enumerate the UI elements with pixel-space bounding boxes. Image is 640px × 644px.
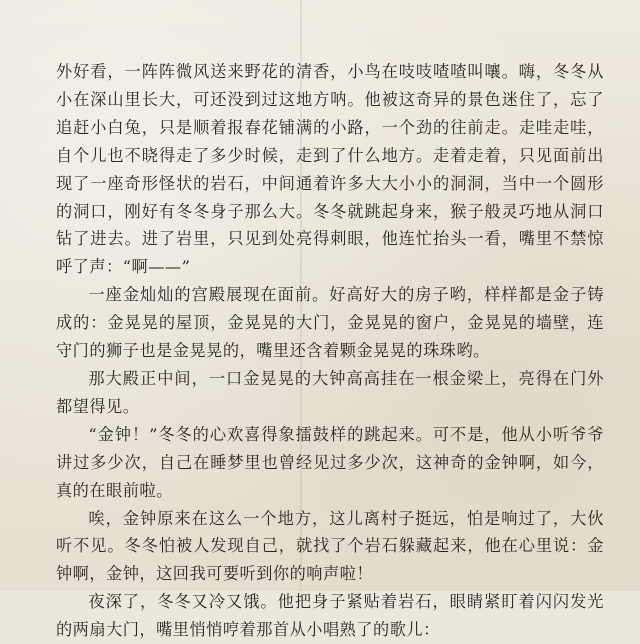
paragraph-6: 夜深了，冬冬又冷又饿。他把身子紧贴着岩石，眼睛紧盯着闪闪发光的两扇大门，嘴里悄悄哼着那首从小唱熟了的歌儿：	[56, 592, 604, 640]
paragraph-4: “金钟！”冬冬的心欢喜得象擂鼓样的跳起来。可不是，他从小听爷爷讲过多少次，自己在睡梦里也曾经见过多少次，这神奇的金钟啊，如今，真的在眼前啦。	[56, 424, 604, 500]
paragraph-1: 外好看，一阵阵微风送来野花的清香，小鸟在吱吱喳喳叫嚷。嗨，冬冬从小在深山里长大，可还没到过这地方呐。他被这奇异的景色迷住了，忘了追赶小白兔，只是顺着报春花铺满的小路，一个劲的往前走。走哇走哇，自个儿也不晓得走了多少时候，走到了什么地方。走着走着，只见面前出现了一座奇形怪状的岩石，中间通着许多大大小小的洞洞，当中一个圆形的洞口，刚好有冬冬身子那么大。冬冬就跳起身来，猴子般灵巧地从洞口钻了进去。进了岩里，只见到处亮得刺眼，他连忙抬头一看，嘴里不禁惊呼了声：“啊——”	[56, 62, 604, 277]
body-text	[56, 58, 604, 644]
paragraph-3: 那大殿正中间，一口金晃晃的大钟高高挂在一根金梁上，亮得在门外都望得见。	[56, 368, 604, 416]
paragraph-2: 一座金灿灿的宫殿展现在面前。好高好大的房子哟，样样都是金子铸成的：金晃晃的屋顶，金晃晃的大门，金晃晃的窗户，金晃晃的墙壁，连守门的狮子也是金晃晃的，嘴里还含着颗金晃晃的珠珠哟。	[56, 285, 604, 361]
paragraph-5: 唉，金钟原来在这么一个地方，这儿离村子挺远，怕是响过了，大伙听不见。冬冬怕被人发现自己，就找了个岩石躲藏起来，他在心里说：金钟啊，金钟，这回我可要听到你的响声啦！	[56, 508, 604, 584]
